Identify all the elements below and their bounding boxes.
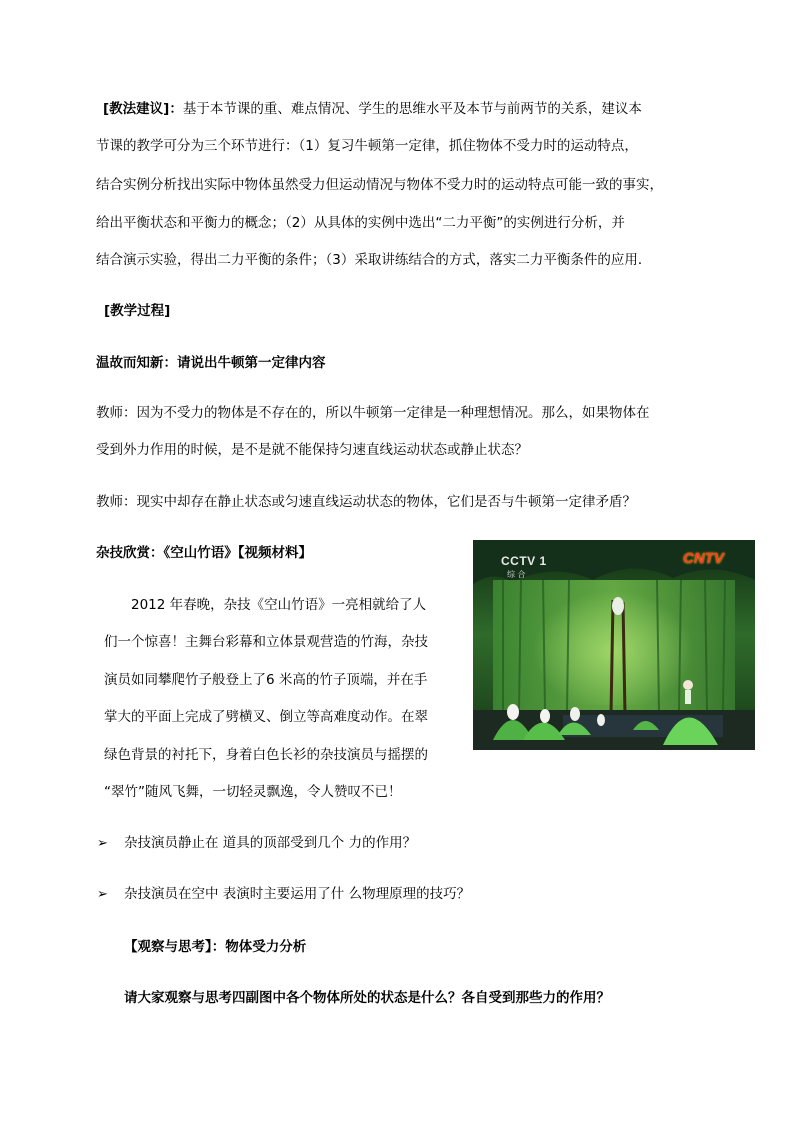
acrobatics-text-line-4: 掌大的平面上完成了劈横叉、倒立等高难度动作。在翠: [104, 709, 428, 725]
cntv-logo: CNTV: [683, 550, 724, 567]
observe-label: 【观察与思考】：: [124, 939, 226, 955]
acrobatics-text-line-3: 演员如同攀爬竹子般登上了6 米高的竹子顶端，并在手: [104, 672, 428, 688]
observe-heading: [124, 937, 306, 957]
teaching-suggestion-line-4: 给出平衡状态和平衡力的概念；（2）从具体的实例中选出“二力平衡”的实例进行分析，并: [96, 215, 625, 231]
acrobatics-text-line-2: 们一个惊喜！主舞台彩幕和立体景观营造的竹海，杂技: [104, 634, 428, 650]
observe-title: 物体受力分析: [225, 939, 307, 955]
cctv-channel-label: 综 合: [507, 570, 526, 579]
teacher-remark-2: 教师：现实中却存在静止状态或匀速直线运动状态的物体，它们是否与牛顿第一定律矛盾？: [96, 494, 636, 510]
cctv-logo: CCTV 1: [501, 554, 547, 568]
teacher-remark-1-line-2: 受到外力作用的时候，是不是就不能保持匀速直线运动状态或静止状态？: [96, 442, 528, 458]
teaching-suggestion-heading: [教法建议]：: [103, 101, 183, 117]
teaching-suggestion-line-1: [教法建议]：基于本节课的重、难点情况、学生的思维水平及本节与前两节的关系，建议本: [103, 101, 642, 117]
bullet-arrow-icon: ➢: [97, 836, 108, 851]
bullet-arrow-icon: ➢: [97, 887, 108, 902]
teaching-suggestion-line-3: 结合实例分析找出实际中物体虽然受力但运动情况与物体不受力时的运动特点可能一致的事实，: [96, 177, 663, 193]
teacher-remark-1-line-1: 教师：因为不受力的物体是不存在的，所以牛顿第一定律是一种理想情况。那么，如果物体在: [96, 405, 650, 421]
acrobatics-stage-photo: [473, 540, 755, 750]
acrobatics-heading: 杂技欣赏：《空山竹语》【视频材料】: [96, 545, 312, 561]
teaching-process-heading: [教学过程]: [104, 303, 171, 319]
acrobatics-text-line-6: “翠竹”随风飞舞，一切轻灵飘逸，令人赞叹不已！: [104, 784, 402, 800]
review-label: 温故而知新：: [96, 355, 177, 371]
question-bullet-1: 杂技演员静止在 道具的顶部受到几个 力的作用？: [124, 835, 417, 851]
acrobatics-text-line-5: 绿色背景的衬托下，身着白色长衫的杂技演员与摇摆的: [104, 747, 428, 763]
teaching-suggestion-line-2: 节课的教学可分为三个环节进行：（1）复习牛顿第一定律，抓住物体不受力时的运动特点，: [96, 138, 638, 154]
question-bullet-2: 杂技演员在空中 表演时主要运用了什 么物理原理的技巧？: [124, 886, 471, 902]
teaching-suggestion-line-5: 结合演示实验，得出二力平衡的条件；（3）采取讲练结合的方式，落实二力平衡条件的应用．: [96, 252, 652, 268]
acrobatics-text-line-1: 2012 年春晚，杂技《空山竹语》一亮相就给了人: [131, 597, 427, 613]
review-question: 请说出牛顿第一定律内容: [177, 355, 326, 371]
observe-question: 请大家观察与思考四副图中各个物体所处的状态是什么？各自受到那些力的作用？: [124, 990, 610, 1006]
review-line: [96, 353, 326, 373]
